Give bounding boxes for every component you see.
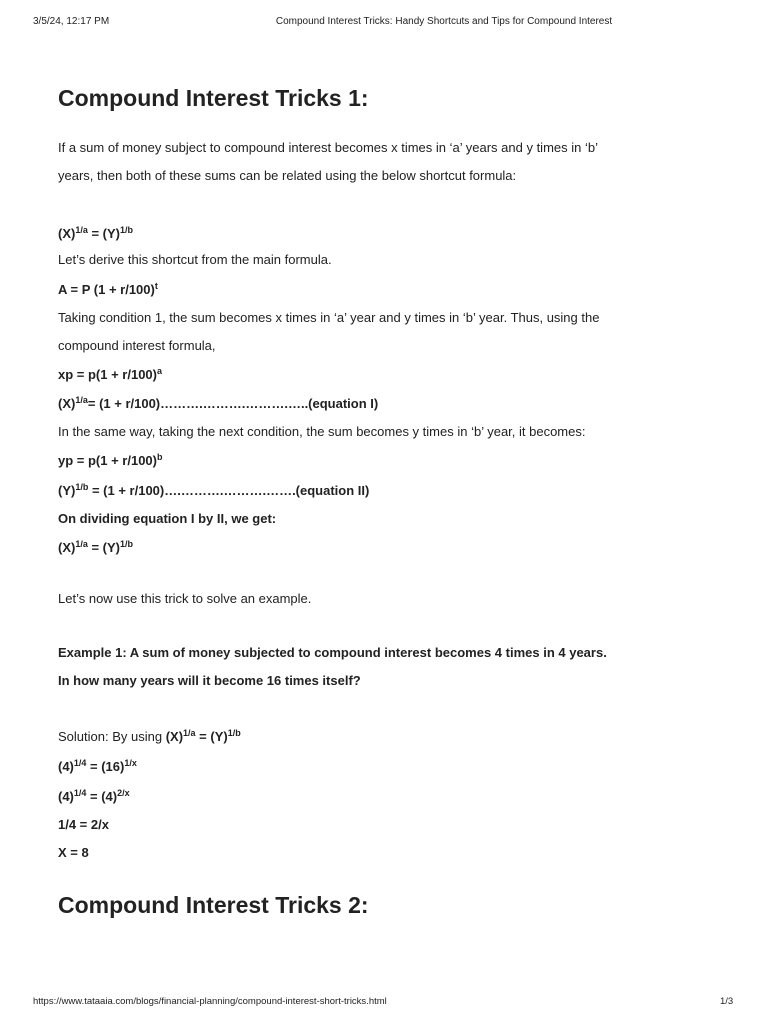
condition1-line-1: Taking condition 1, the sum becomes x times in ‘a’ year and y times in ‘b’ year. Thus, using the: [58, 310, 600, 325]
main-formula: A = P $(1 + r/100)^t$: [58, 281, 158, 297]
condition1-line-2: compound interest formula,: [58, 338, 216, 353]
derive-text: Let’s derive this shortcut from the main formula.: [58, 252, 332, 267]
dividing-text: On dividing equation I by II, we get:: [58, 511, 277, 526]
shortcut-formula: $(X)^{1/a} = (Y)^{1/b}$: [58, 225, 134, 241]
solution-line: Solution: By using $(X)^{1/a} = (Y)^{1/b}$: [58, 728, 241, 744]
print-datetime: 3/5/24, 12:17 PM: [33, 16, 110, 27]
example1-line-1: Example 1: A sum of money subjected to compound interest becomes 4 times in 4 years.: [58, 645, 607, 660]
condition2-text: In the same way, taking the next condition, the sum becomes y times in ‘b’ year, it becomes:: [58, 424, 586, 439]
print-page-number: 1/3: [720, 996, 734, 1007]
use-trick-text: Let’s now use this trick to solve an example.: [58, 591, 312, 606]
result-formula: $(X)^{1/a} = (Y)^{1/b}$: [58, 539, 134, 555]
print-page-title: Compound Interest Tricks: Handy Shortcuts and Tips for Compound Interest: [275, 16, 613, 27]
yp-formula: yp = $p(1 + r/100)^b$: [58, 452, 163, 468]
section2-heading: Compound Interest Tricks 2:: [58, 892, 369, 918]
intro-line-2: years, then both of these sums can be related using the below shortcut formula:: [58, 168, 517, 183]
equation-2: $(Y)^{1/b} = (1$ + r/100)….……….……….…….(equation II): [58, 482, 370, 498]
solution-step-1: $(4)^{1/4} = (16)^{1/x}$: [58, 758, 137, 774]
solution-step-3: 1/4 = 2/x: [58, 817, 109, 832]
xp-formula: xp = $p(1 + r/100)^a$: [58, 366, 163, 382]
equation-1: $(X)^{1/a}= (1$ + r/100)……….……….……….…..(equation I): [58, 395, 379, 411]
print-url: https://www.tataaia.com/blogs/financial-planning/compound-interest-short-tricks.html: [33, 996, 387, 1007]
intro-line-1: If a sum of money subject to compound interest becomes x times in ‘a’ years and y times in ‘b’: [58, 140, 598, 155]
solution-step-4: X = 8: [58, 845, 89, 860]
section1-heading: Compound Interest Tricks 1:: [58, 85, 369, 111]
example1-line-2: In how many years will it become 16 times itself?: [58, 673, 361, 688]
solution-step-2: $(4)^{1/4} = (4)^{2/x}$: [58, 788, 130, 804]
